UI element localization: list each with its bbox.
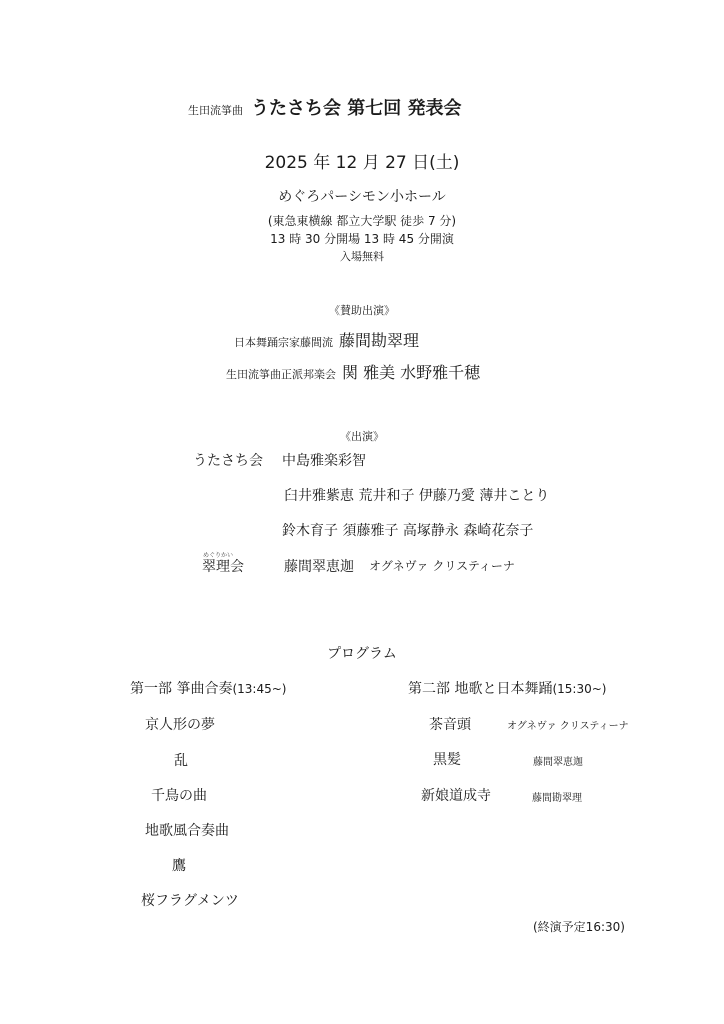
program-piece: 京人形の夢: [145, 717, 215, 733]
school-name: 生田流箏曲: [188, 104, 243, 117]
performer-row: 鈴木育子 須藤雅子 高塚静永 森崎花奈子: [282, 523, 534, 539]
suirikai-ruby: めぐりかい: [203, 552, 234, 559]
program-piece: 地歌風合奏曲: [145, 823, 229, 839]
piece-performer: 藤間翠恵迦: [533, 757, 583, 768]
program-piece: 千鳥の曲: [151, 788, 207, 804]
event-venue: めぐろパーシモン小ホール: [278, 189, 446, 205]
utasachi-label: うたさち会: [193, 453, 263, 469]
guest-affiliation: 日本舞踊宗家藤間流: [234, 336, 333, 349]
program-piece: 鷹: [172, 858, 186, 874]
event-title: うたさち会 第七回 発表会: [251, 98, 462, 119]
suirikai-member: 藤間翠恵迦: [284, 559, 354, 575]
program-piece: 新娘道成寺: [421, 788, 491, 804]
guest-affiliation: 生田流箏曲正派邦楽会: [226, 368, 336, 381]
event-title-line: [188, 94, 462, 120]
event-admission: 入場無料: [340, 250, 384, 263]
program-piece: 乱: [174, 753, 188, 769]
suirikai-member: オグネヴァ クリスティーナ: [369, 559, 515, 573]
part2-title: 第二部 地歌と日本舞踊(15:30~): [408, 681, 607, 697]
program-piece: 茶音頭: [429, 717, 471, 733]
event-date: 2025 年 12 月 27 日(土): [264, 153, 460, 173]
performer-row: 臼井雅紫恵 荒井和子 伊藤乃愛 薄井ことり: [284, 488, 550, 504]
guest-row-1: [234, 328, 419, 351]
guest-names: 藤間勘翠理: [339, 331, 420, 350]
performers-heading: 《出演》: [340, 430, 384, 443]
guest-row-2: [226, 360, 480, 383]
guest-names: 関 雅美 水野雅千穂: [342, 363, 481, 382]
program-piece: 桜フラグメンツ: [141, 893, 239, 909]
piece-performer: オグネヴァ クリスティーナ: [507, 721, 629, 732]
piece-performer: 藤間勘翠理: [532, 793, 582, 804]
end-time: (終演予定16:30): [533, 920, 625, 934]
event-time: 13 時 30 分開場 13 時 45 分開演: [270, 232, 454, 246]
performer-row: 中島雅楽彩智: [282, 453, 366, 469]
part1-title: 第一部 箏曲合奏(13:45~): [130, 681, 287, 697]
event-access: (東急東横線 都立大学駅 徒歩 7 分): [267, 214, 457, 228]
guests-heading: 《賛助出演》: [329, 304, 395, 317]
program-heading: プログラム: [327, 646, 397, 662]
program-piece: 黒髪: [433, 752, 461, 768]
suirikai-label: 翠理会: [202, 559, 244, 575]
